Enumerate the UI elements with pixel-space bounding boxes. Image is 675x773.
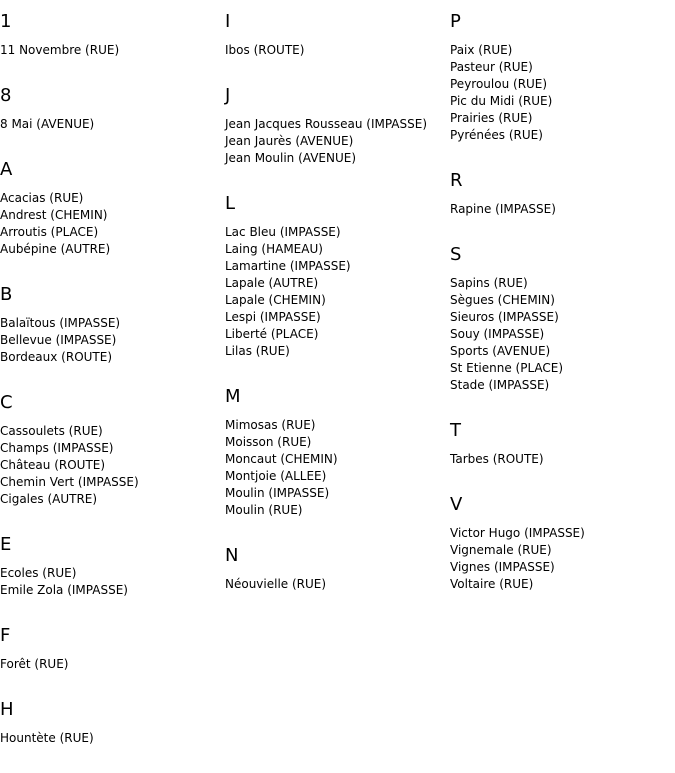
letter-heading: B: [0, 284, 13, 305]
street-link[interactable]: Jean Jaurès (AVENUE): [225, 134, 354, 148]
street-link[interactable]: Pic du Midi (RUE): [450, 94, 553, 108]
street-link[interactable]: Vignemale (RUE): [450, 543, 552, 557]
street-link[interactable]: Lilas (RUE): [225, 344, 290, 358]
street-list: [225, 42, 450, 59]
street-list: [225, 576, 450, 593]
street-list: [450, 201, 675, 218]
street-list: [0, 730, 225, 747]
letter-heading: M: [225, 386, 241, 407]
street-list: [0, 315, 225, 366]
letter-heading: S: [450, 244, 462, 265]
street-index-column-3: [450, 11, 675, 619]
street-link[interactable]: Peyroulou (RUE): [450, 77, 548, 91]
street-list: [0, 423, 225, 508]
street-link[interactable]: 8 Mai (AVENUE): [0, 117, 95, 131]
letter-group: [450, 11, 675, 144]
letter-heading: 1: [0, 11, 12, 32]
street-list: [0, 190, 225, 258]
street-link[interactable]: Paix (RUE): [450, 43, 513, 57]
letter-group: [225, 545, 450, 593]
letter-group: [225, 11, 450, 59]
street-link[interactable]: Moulin (IMPASSE): [225, 486, 330, 500]
street-list: [225, 417, 450, 519]
street-index-column-2: [225, 11, 450, 619]
street-link[interactable]: Ecoles (RUE): [0, 566, 77, 580]
street-link[interactable]: Cassoulets (RUE): [0, 424, 103, 438]
letter-group: [0, 534, 225, 599]
street-link[interactable]: Andrest (CHEMIN): [0, 208, 108, 222]
street-link[interactable]: Acacias (RUE): [0, 191, 84, 205]
street-link[interactable]: Forêt (RUE): [0, 657, 69, 671]
street-link[interactable]: Laing (HAMEAU): [225, 242, 323, 256]
letter-heading: E: [0, 534, 12, 555]
street-link[interactable]: Stade (IMPASSE): [450, 378, 550, 392]
letter-group: [0, 159, 225, 258]
street-index-column-1: [0, 11, 225, 773]
street-link[interactable]: Rapine (IMPASSE): [450, 202, 556, 216]
street-link[interactable]: Hountète (RUE): [0, 731, 94, 745]
street-link[interactable]: 11 Novembre (RUE): [0, 43, 120, 57]
street-link[interactable]: St Etienne (PLACE): [450, 361, 564, 375]
letter-heading: H: [0, 699, 14, 720]
street-link[interactable]: Chemin Vert (IMPASSE): [0, 475, 139, 489]
street-list: [225, 116, 450, 167]
street-list: [450, 42, 675, 144]
street-link[interactable]: Moisson (RUE): [225, 435, 312, 449]
street-link[interactable]: Jean Jacques Rousseau (IMPASSE): [225, 117, 428, 131]
street-link[interactable]: Ibos (ROUTE): [225, 43, 305, 57]
street-list: [0, 565, 225, 599]
letter-heading: N: [225, 545, 239, 566]
street-link[interactable]: Emile Zola (IMPASSE): [0, 583, 128, 597]
letter-heading: F: [0, 625, 11, 646]
street-link[interactable]: Mimosas (RUE): [225, 418, 316, 432]
street-link[interactable]: Vignes (IMPASSE): [450, 560, 555, 574]
street-link[interactable]: Château (ROUTE): [0, 458, 106, 472]
street-link[interactable]: Souy (IMPASSE): [450, 327, 545, 341]
street-link[interactable]: Voltaire (RUE): [450, 577, 534, 591]
letter-group: [225, 193, 450, 360]
street-link[interactable]: Liberté (PLACE): [225, 327, 319, 341]
street-link[interactable]: Lapale (CHEMIN): [225, 293, 326, 307]
street-link[interactable]: Lespi (IMPASSE): [225, 310, 321, 324]
street-link[interactable]: Prairies (RUE): [450, 111, 533, 125]
letter-group: [225, 386, 450, 519]
street-link[interactable]: Tarbes (ROUTE): [450, 452, 544, 466]
street-link[interactable]: Moncaut (CHEMIN): [225, 452, 338, 466]
street-link[interactable]: Pyrénées (RUE): [450, 128, 543, 142]
letter-heading: A: [0, 159, 13, 180]
street-list: [0, 42, 225, 59]
letter-group: [225, 85, 450, 167]
letter-heading: I: [225, 11, 231, 32]
letter-group: [0, 284, 225, 366]
street-link[interactable]: Bellevue (IMPASSE): [0, 333, 117, 347]
street-list: [450, 275, 675, 394]
street-list: [225, 224, 450, 360]
street-list: [0, 656, 225, 673]
letter-heading: R: [450, 170, 463, 191]
letter-heading: J: [225, 85, 231, 106]
letter-heading: L: [225, 193, 236, 214]
letter-group: [0, 11, 225, 59]
street-link[interactable]: Aubépine (AUTRE): [0, 242, 111, 256]
street-link[interactable]: Cigales (AUTRE): [0, 492, 98, 506]
letter-heading: C: [0, 392, 13, 413]
letter-group: [0, 625, 225, 673]
street-link[interactable]: Champs (IMPASSE): [0, 441, 114, 455]
street-link[interactable]: Sapins (RUE): [450, 276, 528, 290]
letter-heading: P: [450, 11, 461, 32]
street-link[interactable]: Sègues (CHEMIN): [450, 293, 555, 307]
street-link[interactable]: Balaïtous (IMPASSE): [0, 316, 121, 330]
street-link[interactable]: Jean Moulin (AVENUE): [225, 151, 357, 165]
street-link[interactable]: Sports (AVENUE): [450, 344, 551, 358]
letter-group: [0, 392, 225, 508]
street-link[interactable]: Lac Bleu (IMPASSE): [225, 225, 341, 239]
street-link[interactable]: Lapale (AUTRE): [225, 276, 319, 290]
letter-heading: 8: [0, 85, 12, 106]
letter-group: [0, 699, 225, 747]
letter-heading: V: [450, 494, 463, 515]
letter-heading: T: [450, 420, 461, 441]
street-list: [450, 525, 675, 593]
street-link[interactable]: Moulin (RUE): [225, 503, 303, 517]
letter-group: [450, 494, 675, 593]
street-link[interactable]: Néouvielle (RUE): [225, 577, 327, 591]
letter-group: [450, 244, 675, 394]
street-list: [450, 451, 675, 468]
street-list: [0, 116, 225, 133]
letter-group: [450, 170, 675, 218]
letter-group: [450, 420, 675, 468]
street-link[interactable]: Arroutis (PLACE): [0, 225, 99, 239]
letter-group: [0, 85, 225, 133]
street-link[interactable]: Montjoie (ALLEE): [225, 469, 327, 483]
street-link[interactable]: Sieuros (IMPASSE): [450, 310, 559, 324]
street-link[interactable]: Lamartine (IMPASSE): [225, 259, 351, 273]
street-link[interactable]: Pasteur (RUE): [450, 60, 533, 74]
street-link[interactable]: Bordeaux (ROUTE): [0, 350, 113, 364]
street-link[interactable]: Victor Hugo (IMPASSE): [450, 526, 585, 540]
